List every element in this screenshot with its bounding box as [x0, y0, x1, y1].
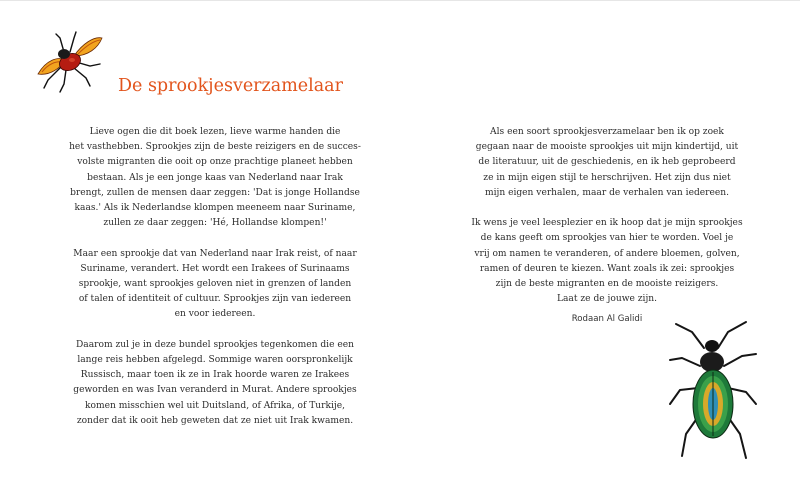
page-title: De sprookjesverzamelaar: [118, 76, 343, 96]
text-line: Ik wens je veel leesplezier en ik hoop dat je mijn sprookjes: [471, 218, 743, 229]
text-line: Russisch, maar toen ik ze in Irak hoorde waren ze Irakees: [80, 370, 350, 381]
text-line: Laat ze de jouwe zijn.: [556, 294, 658, 305]
text-line: mijn eigen verhalen, maar de verhalen van iedereen.: [484, 187, 730, 198]
text-line: geworden en was Ivan veranderd in Murat. Andere sprookjes: [73, 385, 357, 396]
red-beetle-icon: [30, 30, 108, 96]
text-line: sprookje, want sprookjes geloven niet in grenzen of landen: [78, 279, 352, 290]
text-line: vrij om namen te veranderen, of andere bloemen, golven,: [474, 248, 740, 259]
text-line: Lieve ogen die dit boek lezen, lieve warme handen die: [89, 127, 341, 137]
text-line: kaas.' Als ik Nederlandse klompen meeneem naar Suriname,: [74, 203, 356, 214]
text-line: komen misschien wel uit Duitsland, of Afrika, of Turkije,: [84, 400, 345, 411]
text-line: gegaan naar de mooiste sprookjes uit mijn kindertijd, uit: [475, 142, 739, 153]
text-line: de kans geeft om sprookjes van hier te worden. Voel je: [480, 233, 734, 244]
text-line: de literatuur, uit de geschiedenis, en ik heb geprobeerd: [478, 157, 736, 168]
paragraph: [44, 125, 386, 231]
text-line: of talen of identiteit of cultuur. Sprookjes zijn van iedereen: [78, 294, 352, 305]
text-line: Suriname, verandert. Het wordt een Irakees of Surinaams: [80, 263, 350, 274]
paragraph: [44, 338, 386, 429]
text-line: ze in mijn eigen stijl te herschrijven. Het zijn dus niet: [483, 172, 731, 183]
text-line: brengt, zullen de mensen daar zeggen: 'Dat is jonge Hollandse: [70, 187, 360, 198]
text-line: zonder dat ik ooit heb geweten dat ze niet uit Irak kwamen.: [76, 415, 354, 426]
green-beetle-icon: [662, 318, 764, 464]
author-signature: Rodaan Al Galidi: [571, 314, 643, 324]
paragraph: [44, 247, 386, 323]
text-line: en voor iedereen.: [174, 309, 256, 320]
left-text-column: [44, 125, 386, 444]
paragraph: [456, 125, 758, 201]
right-text-column: [456, 125, 758, 323]
text-line: volste migranten die ooit op onze prachtige planeet hebben: [77, 157, 353, 168]
text-line: Als een soort sprookjesverzamelaar ben ik op zoek: [490, 127, 724, 137]
text-line: Maar een sprookje dat van Nederland naar Irak reist, of naar: [73, 248, 357, 259]
text-line: ramen of deuren te kiezen. Want zoals ik zei: sprookjes: [479, 263, 735, 274]
text-line: lange reis hebben afgelegd. Sommige waren oorspronkelijk: [77, 355, 353, 366]
text-line: zijn de beste migranten en de mooiste reizigers.: [495, 279, 719, 290]
text-line: het vasthebben. Sprookjes zijn de beste reizigers en de succes-: [69, 142, 361, 153]
paragraph: [456, 216, 758, 307]
text-line: zullen ze daar zeggen: 'Hé, Hollandse klompen!': [103, 218, 327, 229]
text-line: Daarom zul je in deze bundel sprookjes tegenkomen die een: [76, 339, 354, 350]
text-line: bestaan. Als je een jonge kaas van Nederland naar Irak: [87, 172, 343, 183]
